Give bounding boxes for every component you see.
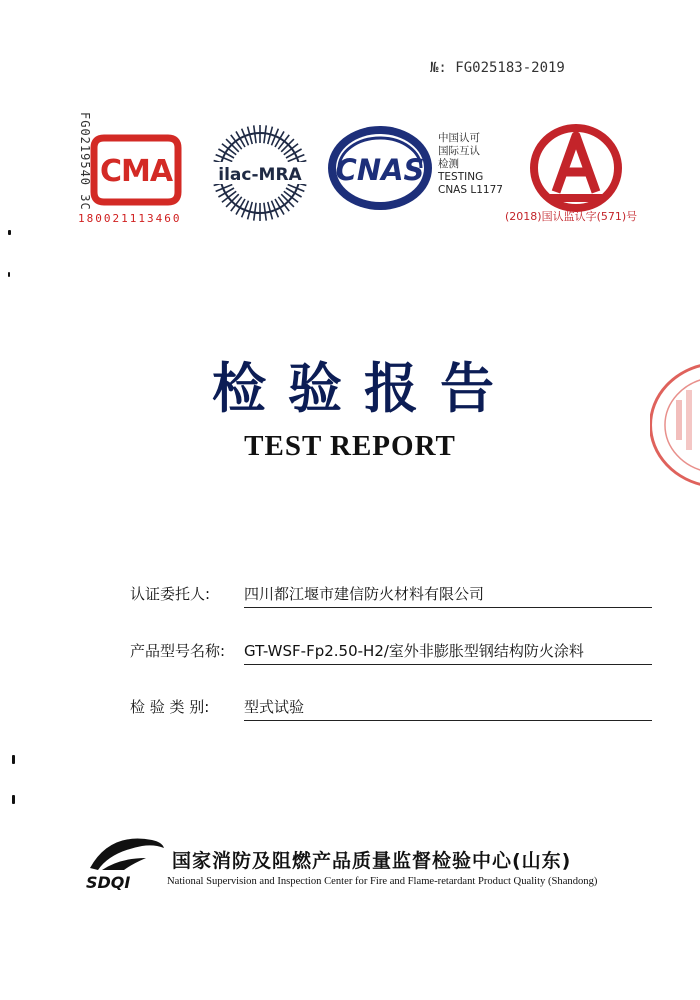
cma-logo	[86, 130, 186, 210]
product-model-value: GT-WSF-Fp2.50-H2/室外非膨胀型钢结构防火涂料	[244, 640, 652, 665]
client-value: 四川都江堰市建信防火材料有限公司	[244, 583, 652, 608]
inspection-type-label: 检 验 类 别:	[130, 698, 210, 716]
report-number: №: FG025183-2019	[430, 60, 565, 76]
cal-logo	[520, 122, 632, 218]
cnas-logo	[325, 122, 435, 214]
client-label: 认证委托人:	[130, 585, 211, 603]
side-code: FG0219540 3C	[78, 112, 92, 211]
inspection-center-name-cn: 国家消防及阻燃产品质量监督检验中心(山东)	[172, 850, 572, 872]
inspection-center-name-en: National Supervision and Inspection Center for Fire and Flame-retardant Product Quality (Shandong)	[167, 876, 598, 887]
cnas-line: 国际互认	[438, 145, 480, 157]
cnas-logo-text: CNAS	[335, 153, 425, 187]
cnas-line: TESTING	[438, 171, 484, 183]
cma-number: 180021113460	[78, 212, 182, 225]
report-title-chinese: 检验报告	[212, 357, 516, 420]
scan-speck	[8, 272, 10, 277]
ilac-mra-logo	[205, 118, 315, 228]
product-model-label: 产品型号名称:	[130, 642, 226, 660]
cnas-line: CNAS L1177	[438, 184, 503, 196]
cma-logo-text: CMA	[99, 154, 173, 189]
scan-speck	[8, 230, 11, 235]
report-title-english: TEST REPORT	[244, 430, 456, 462]
sdqi-logo	[80, 834, 168, 892]
cnas-line: 中国认可	[438, 132, 480, 144]
cnas-line: 检测	[438, 158, 459, 170]
cnas-accreditation-text	[438, 132, 503, 197]
sdqi-logo-text: SDQI	[86, 873, 131, 892]
ilac-logo-text: ilac-MRA	[218, 165, 302, 185]
scan-speck	[12, 795, 15, 804]
inspection-type-value: 型式试验	[244, 696, 652, 721]
scan-speck	[12, 755, 15, 764]
cal-approval-number: (2018)国认监认字(571)号	[505, 210, 638, 223]
